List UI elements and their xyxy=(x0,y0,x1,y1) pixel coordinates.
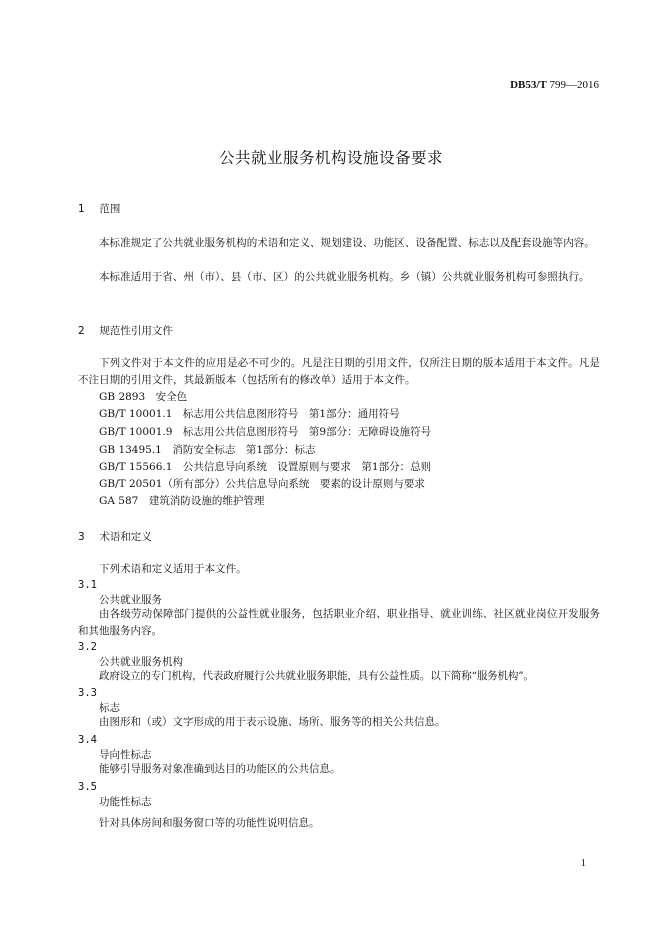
reference-item: GA 587 建筑消防设施的维护管理 xyxy=(99,495,265,507)
scope-paragraph: 本标准适用于省、州（市）、县（市、区）的公共就业服务机构。乡（镇）公共就业服务机构可参照执行。 xyxy=(99,271,590,283)
reference-item: GB 2893 安全色 xyxy=(99,391,188,403)
standard-prefix: DB53/T xyxy=(510,79,547,91)
term-definition: 能够引导服务对象准确到达目的功能区的公共信息。 xyxy=(99,763,341,775)
term-number: 3.2 xyxy=(78,641,97,653)
term-name: 公共就业服务机构 xyxy=(99,656,183,668)
scope-paragraph: 本标准规定了公共就业服务机构的术语和定义、规划建设、功能区、设备配置、标志以及配套设施等内容。 xyxy=(99,237,595,249)
term-definition: 由图形和（或）文字形成的用于表示设施、场所、服务等的相关公共信息。 xyxy=(99,716,446,728)
section-number: 3 xyxy=(78,531,85,543)
term-name: 公共就业服务 xyxy=(99,594,162,606)
section-title: 规范性引用文件 xyxy=(99,325,173,337)
reference-item: GB 13495.1 消防安全标志 第1部分：标志 xyxy=(99,444,316,456)
term-number: 3.1 xyxy=(78,579,97,591)
page-number: 1 xyxy=(580,858,586,869)
term-number: 3.4 xyxy=(78,734,97,746)
terms-intro: 下列术语和定义适用于本文件。 xyxy=(99,563,247,575)
section-number: 1 xyxy=(78,203,85,215)
reference-item: GB/T 10001.9 标志用公共信息图形符号 第9部分：无障碍设施符号 xyxy=(99,426,432,438)
document-title: 公共就业服务机构设施设备要求 xyxy=(218,149,443,167)
section-title: 术语和定义 xyxy=(99,531,152,543)
section-heading-terms-definitions xyxy=(78,529,152,544)
term-definition: 政府设立的专门机构，代表政府履行公共就业服务职能，具有公益性质。以下简称“服务机构”。 xyxy=(99,670,534,682)
term-name: 标志 xyxy=(99,702,120,714)
term-name: 导向性标志 xyxy=(99,749,152,761)
term-definition: 针对具体房间和服务窗口等的功能性说明信息。 xyxy=(99,817,320,829)
term-number: 3.3 xyxy=(78,687,97,699)
reference-item: GB/T 10001.1 标志用公共信息图形符号 第1部分：通用符号 xyxy=(99,408,400,420)
standard-number: 799—2016 xyxy=(549,79,599,91)
reference-item: GB/T 15566.1 公共信息导向系统 设置原则与要求 第1部分：总则 xyxy=(99,461,432,473)
standard-code xyxy=(510,79,599,91)
section-heading-scope xyxy=(78,201,120,216)
reference-item: GB/T 20501（所有部分）公共信息导向系统 要素的设计原则与要求 xyxy=(99,478,425,490)
section-heading-normative-references xyxy=(78,323,173,338)
section-title: 范围 xyxy=(99,203,121,215)
references-intro: 下列文件对于本文件的应用是必不可少的。凡是注日期的引用文件，仅所注日期的版本适用于本文件。凡是不注日期的引用文件，其最新版本（包括所有的修改单）适用于本文件。 xyxy=(78,357,600,386)
section-number: 2 xyxy=(78,325,85,337)
term-number: 3.5 xyxy=(78,781,97,793)
term-definition: 由各级劳动保障部门提供的公益性就业服务，包括职业介绍、职业指导、就业训练、社区就业岗位开发服务和其他服务内容。 xyxy=(78,608,600,637)
term-name: 功能性标志 xyxy=(99,796,152,808)
